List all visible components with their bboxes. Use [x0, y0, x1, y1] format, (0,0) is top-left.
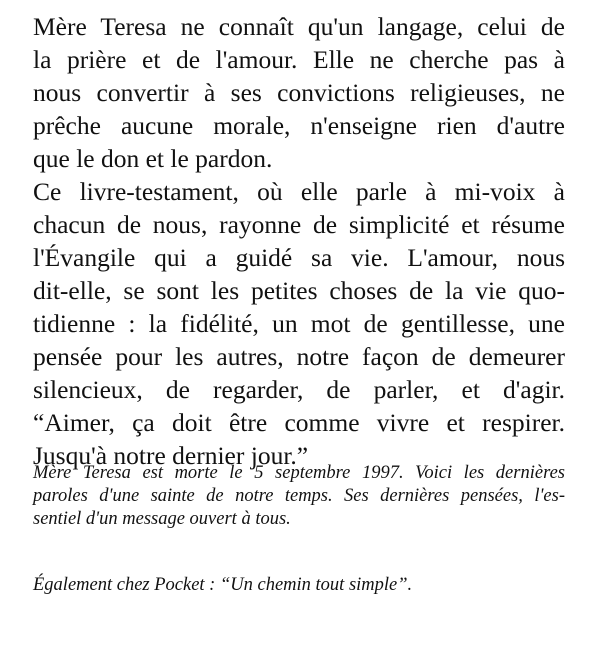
text-line: l'Évangile qui a guidé sa vie. L'amour, nous — [33, 243, 565, 272]
text-line: tidienne : la fidélité, un mot de gentillesse, une — [33, 309, 565, 338]
text-line: nous convertir à ses convictions religieuses, ne — [33, 78, 565, 107]
also-available-note — [33, 574, 565, 597]
text-line: chacun de nous, rayonne de simplicité et résume — [33, 210, 565, 239]
note-line: paroles d'une sainte de notre temps. Ses dernières pensées, l'es- — [33, 486, 565, 506]
text-line: Ce livre-testament, où elle parle à mi-voix à — [33, 177, 565, 206]
text-line: Mère Teresa ne connaît qu'un langage, celui de — [33, 12, 565, 41]
text-line: “Aimer, ça doit être comme vivre et respirer. — [33, 408, 565, 437]
also-available-text: Également chez Pocket : “Un chemin tout simple”. — [33, 575, 413, 595]
note-line: Mère Teresa est morte le 5 septembre 1997. Voici les dernières — [33, 463, 565, 483]
text-line: la prière et de l'amour. Elle ne cherche pas à — [33, 45, 565, 74]
paragraph-1 — [33, 10, 565, 175]
text-line: que le don et le pardon. — [33, 144, 273, 173]
text-line: dit-elle, se sont les petites choses de la vie quo- — [33, 276, 565, 305]
author-note — [33, 462, 565, 531]
text-line: Jusqu'à notre dernier jour.” — [33, 441, 309, 470]
note-line: sentiel d'un message ouvert à tous. — [33, 509, 291, 529]
text-line: pensée pour les autres, notre façon de demeurer — [33, 342, 565, 371]
text-line: silencieux, de regarder, de parler, et d'agir. — [33, 375, 565, 404]
text-line: prêche aucune morale, n'enseigne rien d'autre — [33, 111, 565, 140]
paragraph-2 — [33, 175, 565, 472]
